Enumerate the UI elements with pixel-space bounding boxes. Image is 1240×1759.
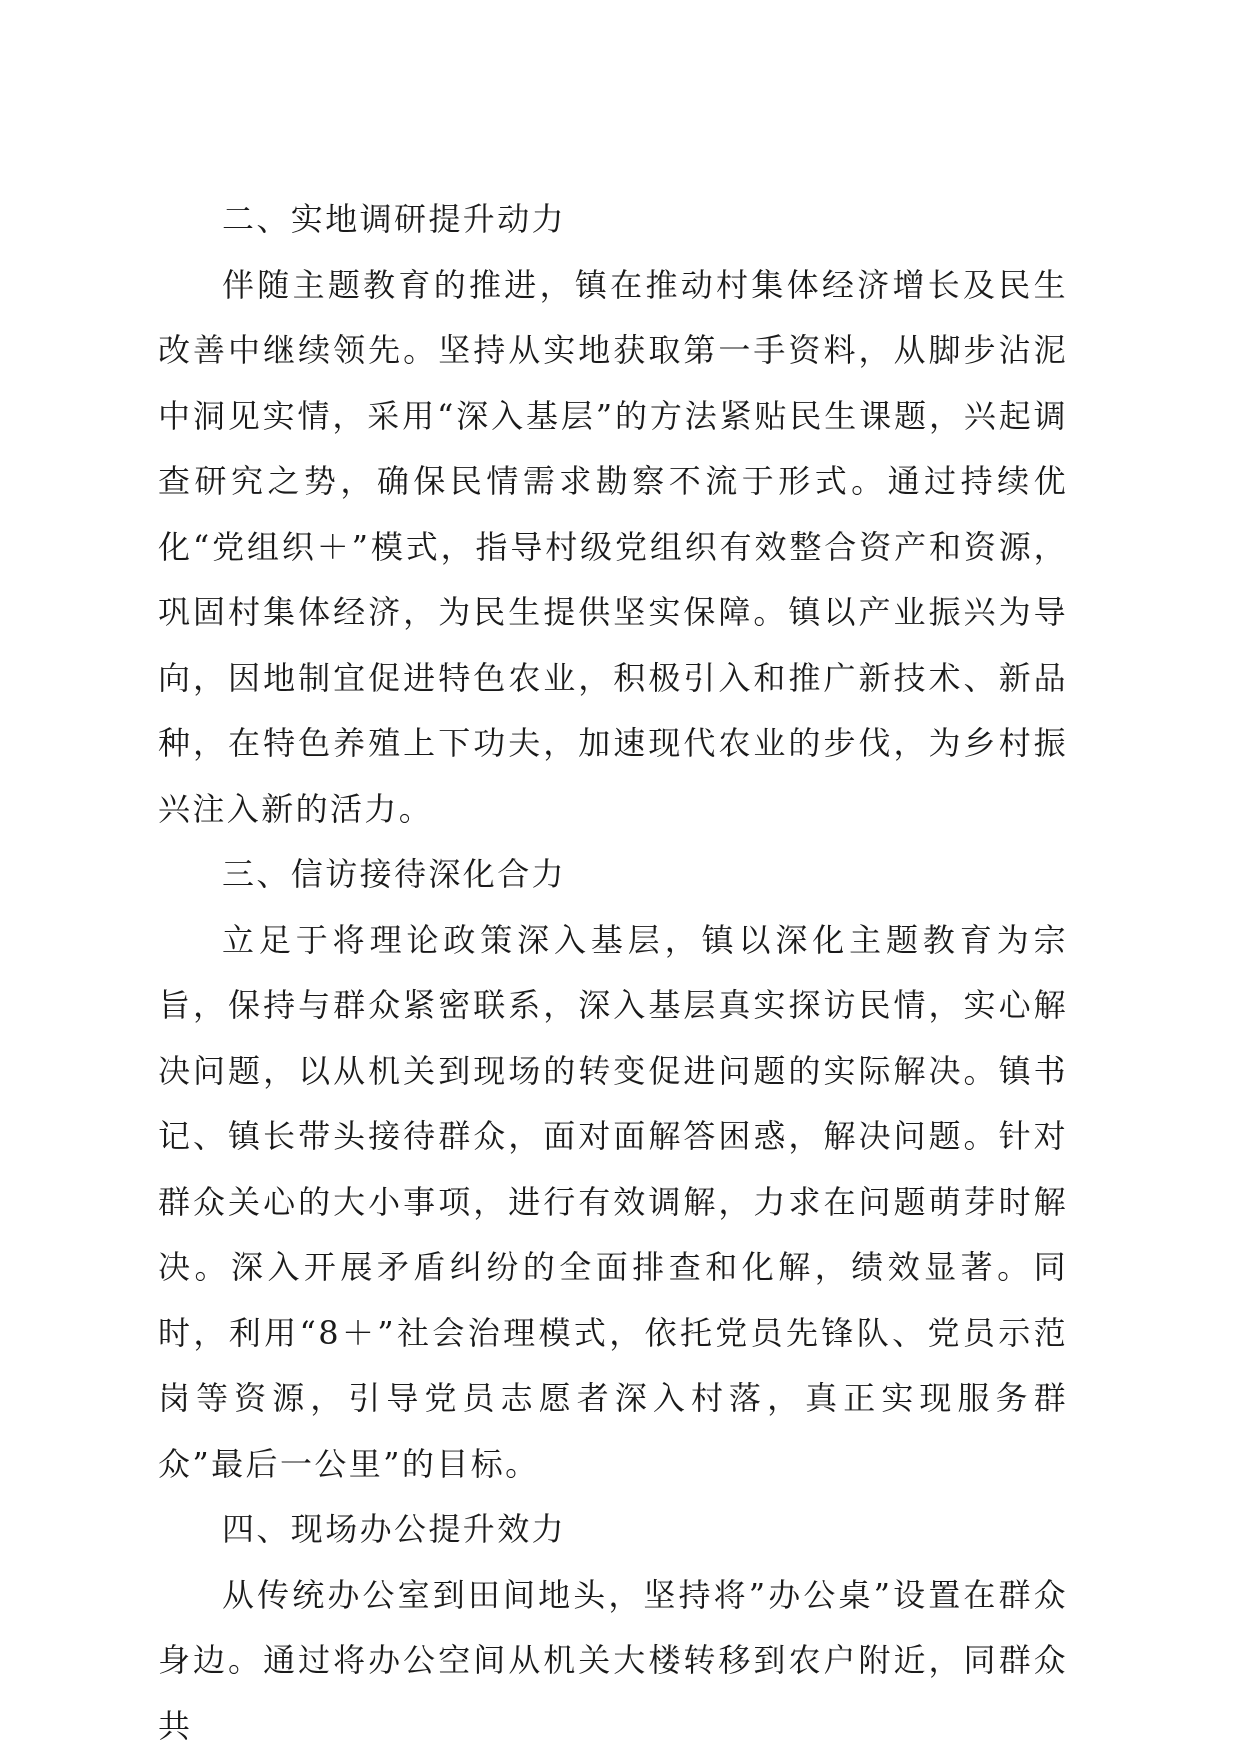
body-paragraph: 从传统办公室到田间地头，坚持将”办公桌”设置在群众身边。通过将办公空间从机关大楼转移到农户附近，同群众共 bbox=[158, 1563, 1068, 1759]
section-heading: 二、实地调研提升动力 bbox=[158, 187, 1068, 253]
section-heading: 四、现场办公提升效力 bbox=[158, 1497, 1068, 1563]
body-paragraph: 立足于将理论政策深入基层，镇以深化主题教育为宗旨，保持与群众紧密联系，深入基层真实探访民情，实心解决问题，以从机关到现场的转变促进问题的实际解决。镇书记、镇长带头接待群众，面对面解答困惑，解决问题。针对群众关心的大小事项，进行有效调解，力求在问题萌芽时解决。深入开展矛盾纠纷的全面排查和化解，绩效显著。同时，利用“8＋”社会治理模式，依托党员先锋队、党员示范岗等资源，引导党员志愿者深入村落，真正实现服务群众”最后一公里”的目标。 bbox=[158, 908, 1068, 1498]
body-paragraph: 伴随主题教育的推进，镇在推动村集体经济增长及民生改善中继续领先。坚持从实地获取第一手资料，从脚步沾泥中洞见实情，采用“深入基层”的方法紧贴民生课题，兴起调查研究之势，确保民情需求勘察不流于形式。通过持续优化“党组织＋”模式，指导村级党组织有效整合资产和资源，巩固村集体经济，为民生提供坚实保障。镇以产业振兴为导向，因地制宜促进特色农业，积极引入和推广新技术、新品种，在特色养殖上下功夫，加速现代农业的步伐，为乡村振兴注入新的活力。 bbox=[158, 253, 1068, 843]
document-body bbox=[158, 187, 1068, 1759]
section-heading: 三、信访接待深化合力 bbox=[158, 842, 1068, 908]
